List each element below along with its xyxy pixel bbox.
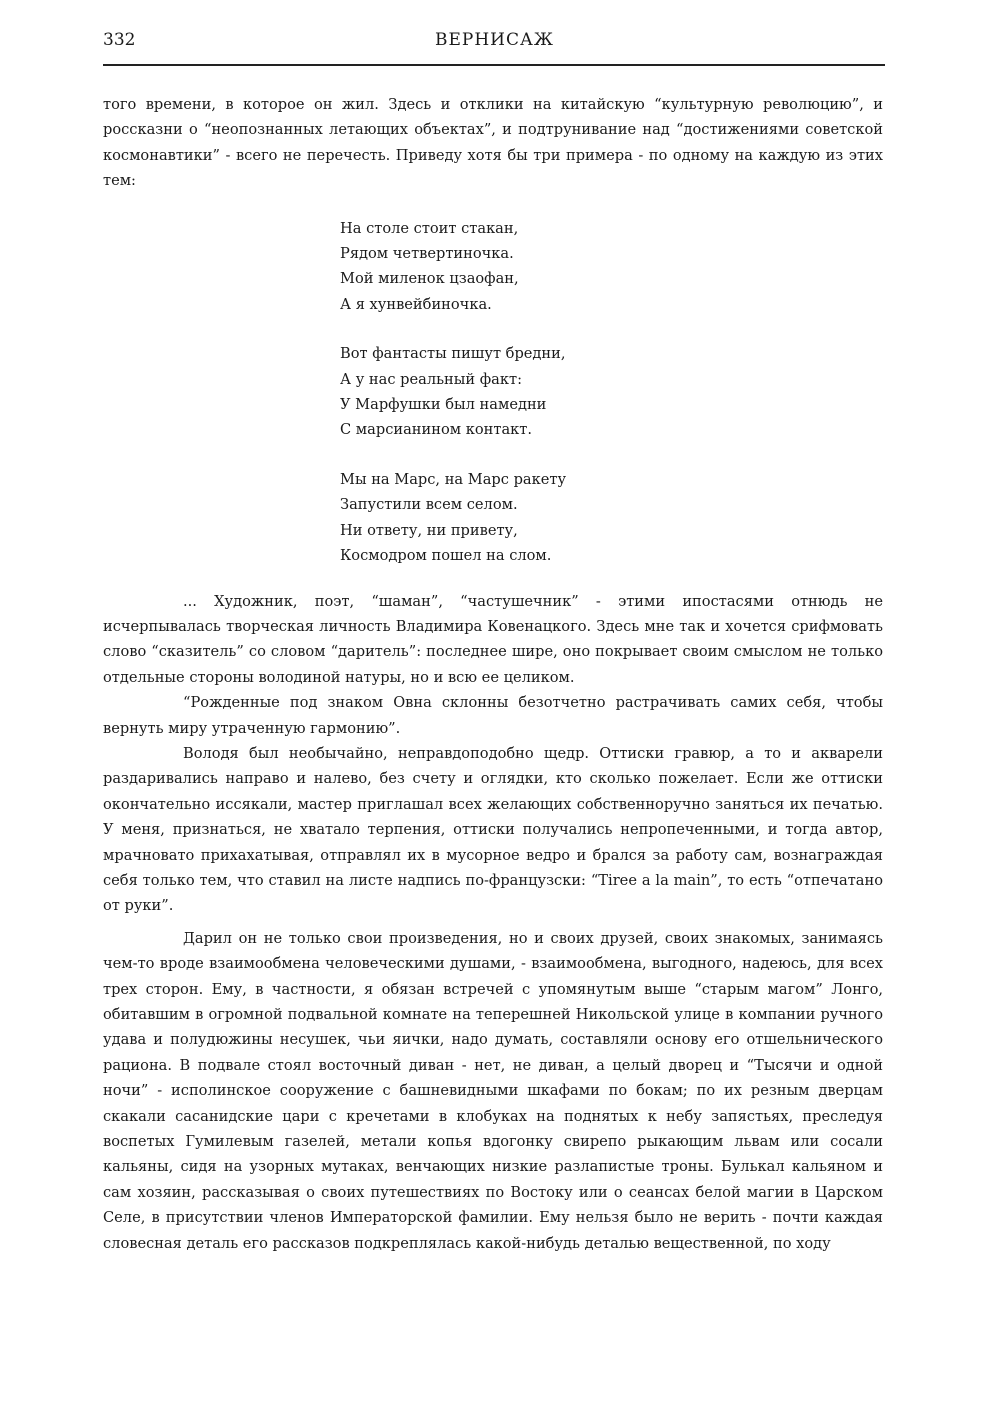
stanza — [340, 467, 883, 569]
body-text — [103, 92, 883, 1256]
verse-line: Мой миленок цзаофан, — [340, 270, 519, 288]
paragraph: ... Художник, поэт, “шаман”, “частушечник” - этими ипостасями отнюдь не исчерпывалась творческая личность Владимира Ковенацкого. Здесь мне так и хочется срифмовать слово “сказитель” со словом “даритель”: последнее шире, оно покрывает своим смыслом не только отдельные стороны володиной натуры, но и всю ее целиком. — [103, 592, 883, 686]
running-title: ВЕРНИСАЖ — [435, 30, 554, 50]
verse-line: Мы на Марс, на Марс ракету — [340, 470, 567, 488]
paragraph: Дарил он не только свои произведения, но и своих друзей, своих знакомых, занимаясь чем-то вроде взаимообмена человеческими душами, - взаимообмена, выгодного, надеюсь, для всех трех сторон. Ему, в частности, я обязан встречей с упомянутым выше “старым магом” Лонго, обитавшим в огромной подвальной комнате на теперешней Никольской улице в компании ручного удава и полудюжины несушек, чьи яички, надо думать, составляли основу его отшельнического рациона. В подвале стоял восточный диван - нет, не диван, а целый дворец и “Тысячи и одной ночи” - исполинское сооружение с башневидными шкафами по бокам; по их резным дверцам скакали сасанидские цари с кречетами в клобуках на поднятых к небу запястьях, преследуя воспетых Гумилевым газелей, метали копья вдогонку свирепо рыкающим львам или сосали кальяны, сидя на узорных мутаках, венчающих низкие разлапистые троны. Булькал кальяном и сам хозяин, рассказывая о своих путешествиях по Востоку или о сеансах белой магии в Царском Селе, в присутствии членов Императорской фамилии. Ему нельзя было не верить - почти каждая словесная деталь его рассказов подкреплялась какой-нибудь деталью вещественной, по ходу — [103, 929, 883, 1252]
verse-line: На столе стоит стакан, — [340, 219, 519, 237]
page-number: 332 — [103, 30, 136, 50]
verse-line: Вот фантасты пишут бредни, — [340, 345, 566, 363]
verse-line: Запустили всем селом. — [340, 496, 518, 514]
paragraph: того времени, в которое он жил. Здесь и отклики на китайскую “культурную революцию”, и россказни о “неопознанных летающих объектах”, и подтрунивание над “достижениями советской космонавтики” - всего не перечесть. Приведу хотя бы три примера - по одному на каждую из этих тем: — [103, 96, 883, 190]
paragraph: Володя был необычайно, неправдоподобно щедр. Оттиски гравюр, а то и акварели раздаривались направо и налево, без счету и оглядки, кто сколько пожелает. Если же оттиски окончательно иссякали, мастер приглашал всех желающих собственноручно заняться их печатью. У меня, признаться, не хватало терпения, оттиски получались непропеченными, и тогда автор, мрачновато прихахатывая, отправлял их в мусорное ведро и брался за работу сам, вознаграждая себя только тем, что ставил на листе надпись по-французски: “Tiree a la main”, то есть “отпечатано от руки”. — [103, 744, 883, 915]
stanza — [340, 216, 883, 318]
page-header — [103, 28, 885, 66]
stanza — [340, 341, 883, 443]
verse-line: А у нас реальный факт: — [340, 370, 522, 388]
verse-line: С марсианином контакт. — [340, 421, 532, 439]
verse-line: А я хунвейбиночка. — [340, 295, 492, 313]
verse-line: Ни ответу, ни привету, — [340, 521, 518, 539]
paragraph: “Рожденные под знаком Овна склонны безотчетно растрачивать самих себя, чтобы вернуть миру утраченную гармонию”. — [103, 694, 883, 737]
verse-block — [340, 216, 883, 569]
verse-line: Космодром пошел на слом. — [340, 547, 552, 565]
verse-line: Рядом четвертиночка. — [340, 245, 514, 263]
verse-line: У Марфушки был намедни — [340, 396, 547, 414]
